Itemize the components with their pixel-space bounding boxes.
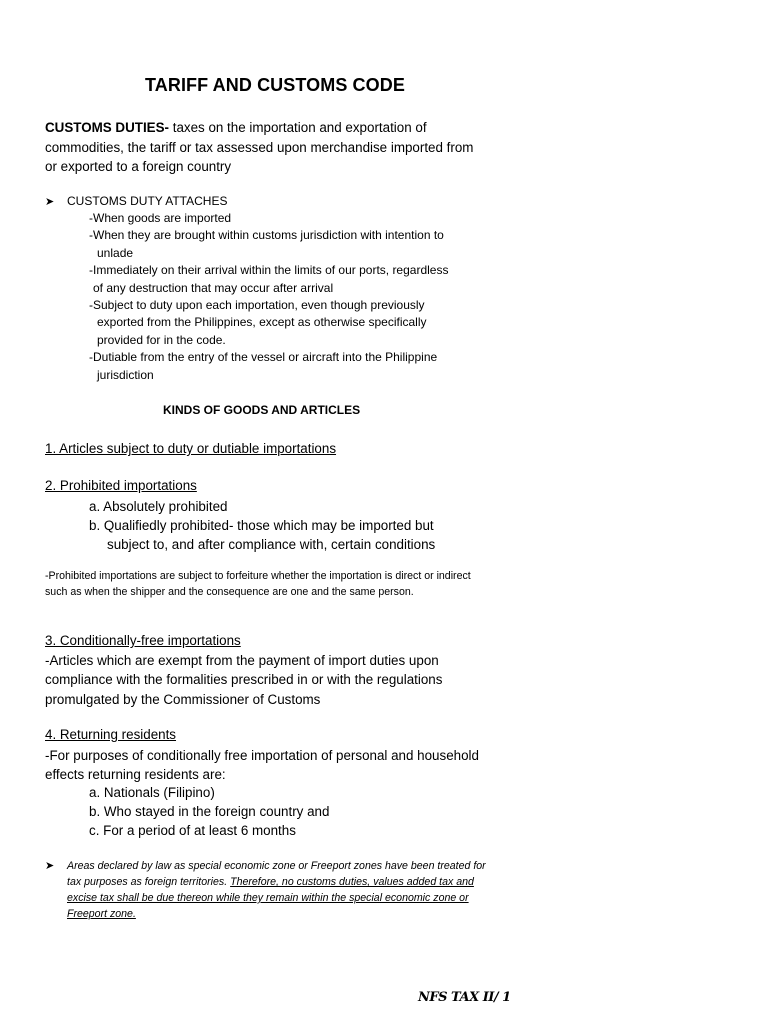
duty-attaches-label: CUSTOMS DUTY ATTACHES (67, 194, 228, 208)
customs-duties-definition (45, 118, 485, 177)
freeport-note-text (67, 858, 487, 922)
prohibited-note: -Prohibited importations are subject to forfeiture whether the importation is direct or indirect such as when the shipper and the consequence are one and the same person. (45, 570, 471, 598)
list-item-text: -Dutiable from the entry of the vessel or aircraft into the Philippine (89, 350, 438, 365)
list-item-text: -When they are brought within customs jurisdiction with intention to (89, 228, 444, 243)
section-3-heading: 3. Conditionally-free importations (45, 633, 241, 648)
list-item-text: of any destruction that may occur after arrival (93, 280, 334, 295)
list-item (89, 262, 489, 297)
list-item-text: -When goods are imported (89, 211, 232, 225)
section-1-heading: 1. Articles subject to duty or dutiable importations (45, 441, 337, 456)
list-item (89, 516, 489, 554)
list-item: c. For a period of at least 6 months (89, 823, 296, 838)
list-item-text: b. Qualifiedly prohibited- those which may be imported but (89, 518, 434, 533)
list-item: b. Who stayed in the foreign country and (89, 804, 330, 819)
freeport-note (45, 858, 490, 922)
customs-duties-text: taxes on the importation and exportation of commodities, the tariff or tax assessed upon merchandise imported from or exported to a foreign country (45, 120, 474, 174)
freeport-note-underlined: Therefore, no customs duties, values added tax and excise tax shall be due thereon while they remain within the special economic zone or Freeport zone. (67, 876, 474, 920)
section-3-body: -Articles which are exempt from the payment of import duties upon compliance with the formalities prescribed in or with the regulations promulgated by the Commissioner of Customs (45, 653, 443, 707)
duty-attaches-list (89, 210, 489, 384)
list-item (89, 349, 489, 384)
list-item-text: jurisdiction (97, 367, 154, 382)
list-item (89, 210, 489, 227)
section-4-body: -For purposes of conditionally free importation of personal and household effects returning residents are: (45, 748, 479, 783)
section-2-heading: 2. Prohibited importations (45, 478, 197, 493)
list-item-text: -Subject to duty upon each importation, even though previously (89, 298, 425, 313)
duty-attaches-heading (45, 193, 227, 211)
kinds-heading: KINDS OF GOODS AND ARTICLES (163, 403, 361, 417)
prohibited-list (89, 497, 489, 554)
list-item-text: exported from the Philippines, except as otherwise specifically (97, 315, 427, 330)
list-item (89, 297, 489, 349)
list-item-text: unlade (97, 245, 134, 260)
page-footer: NFS TAX II/ 1 (418, 990, 511, 1005)
list-item (89, 227, 489, 262)
list-item-text: -Immediately on their arrival within the limits of our ports, regardless (89, 263, 449, 278)
section-4-heading: 4. Returning residents (45, 727, 177, 742)
returning-residents-list (89, 783, 489, 840)
arrowhead-bullet-icon: ➤ (45, 196, 55, 208)
arrowhead-bullet-icon: ➤ (45, 860, 55, 872)
list-item (89, 497, 489, 516)
list-item-text: subject to, and after compliance with, certain conditions (107, 537, 436, 552)
customs-duties-term: CUSTOMS DUTIES- (45, 120, 169, 135)
freeport-note-plain: Areas declared by law as special economic zone or Freeport zones have been treated for tax purposes as foreign territories. (67, 860, 486, 888)
list-item-text: provided for in the code. (97, 332, 226, 347)
list-item: a. Nationals (Filipino) (89, 785, 215, 800)
list-item-text: a. Absolutely prohibited (89, 499, 228, 514)
page-title: TARIFF AND CUSTOMS CODE (145, 75, 405, 95)
